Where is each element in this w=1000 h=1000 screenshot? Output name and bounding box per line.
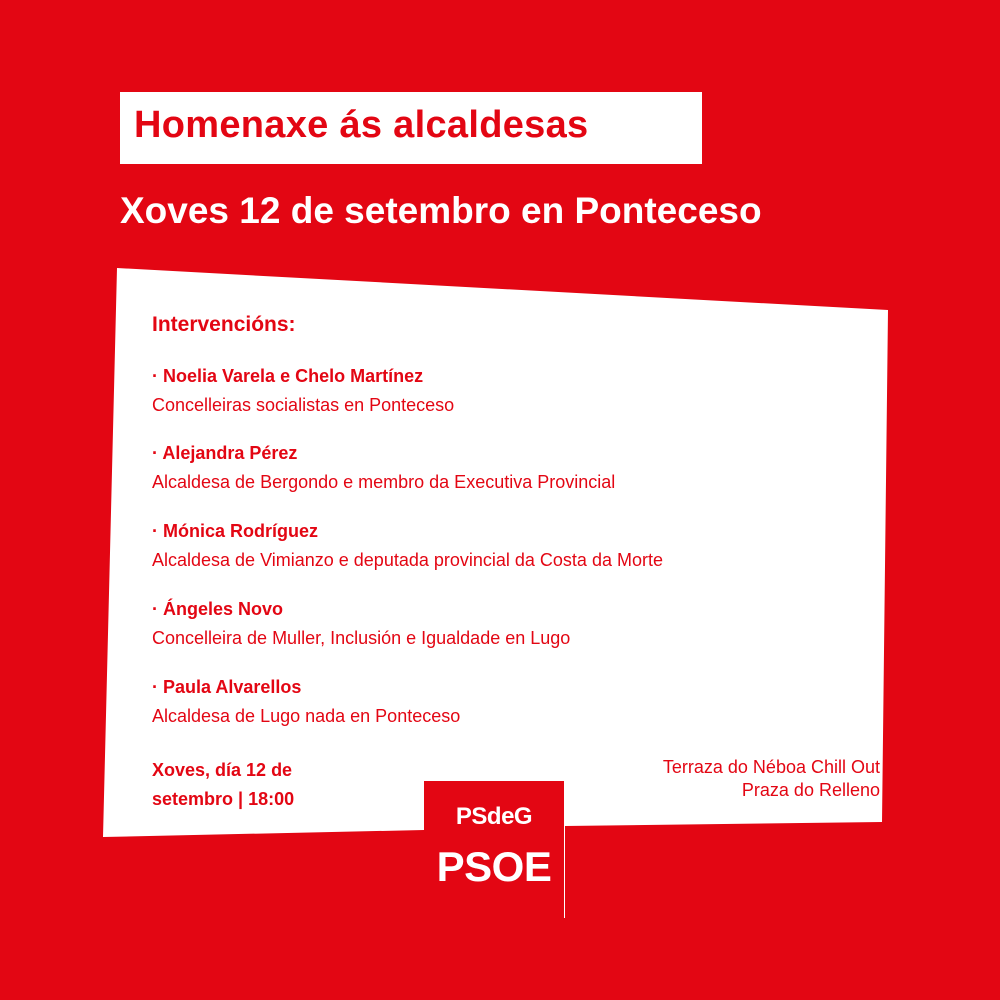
event-venue-line2: Praza do Relleno	[741, 780, 880, 800]
speaker-item	[152, 599, 570, 649]
party-logo	[424, 781, 564, 918]
logo-psoe-text: PSOE	[436, 843, 552, 890]
speaker-name: · Alejandra Pérez	[152, 443, 298, 463]
speakers-heading: Intervencións:	[152, 313, 296, 336]
speaker-role: Alcaldesa de Lugo nada en Ponteceso	[152, 706, 461, 726]
event-date-line2: setembro | 18:00	[152, 789, 295, 809]
speaker-role: Alcaldesa de Bergondo e membro da Executiva Provincial	[152, 472, 616, 492]
speaker-item	[152, 521, 663, 571]
speaker-name: · Ángeles Novo	[152, 599, 284, 619]
speaker-item	[152, 443, 615, 493]
event-date	[152, 756, 294, 814]
speaker-item	[152, 677, 460, 727]
speaker-name: · Mónica Rodríguez	[152, 521, 318, 541]
speaker-name: · Paula Alvarellos	[152, 677, 302, 697]
speaker-role: Concelleira de Muller, Inclusión e Igualdade en Lugo	[152, 628, 571, 648]
event-venue	[663, 756, 880, 802]
page-title: Homenaxe ás alcaldesas	[134, 104, 589, 146]
speaker-role: Concelleiras socialistas en Ponteceso	[152, 395, 455, 415]
speaker-role: Alcaldesa de Vimianzo e deputada provincial da Costa da Morte	[152, 550, 663, 570]
event-date-line1: Xoves, día 12 de	[152, 760, 293, 780]
logo-psdeg-text: PSdeG	[455, 803, 533, 830]
event-venue-line1: Terraza do Néboa Chill Out	[662, 757, 880, 777]
event-subtitle: Xoves 12 de setembro en Ponteceso	[120, 190, 762, 231]
speaker-item	[152, 366, 454, 416]
speaker-name: · Noelia Varela e Chelo Martínez	[152, 366, 424, 386]
